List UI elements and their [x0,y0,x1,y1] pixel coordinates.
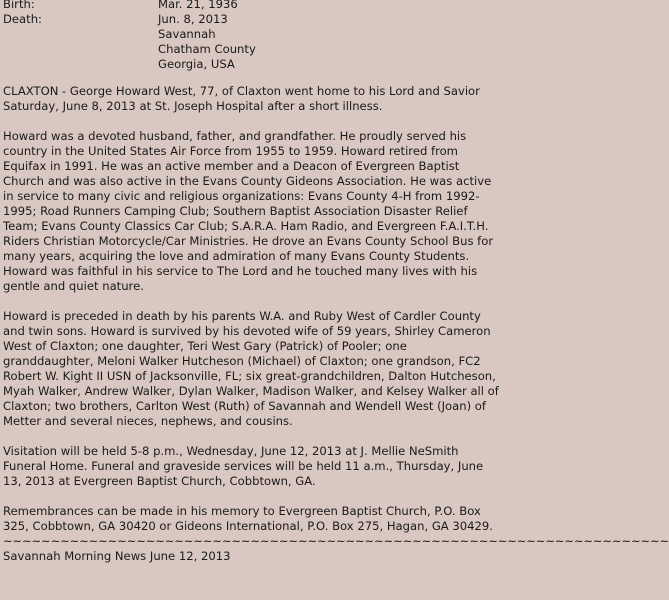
birth-label: Birth: [3,0,35,11]
death-date: Jun. 8, 2013 [158,12,228,26]
obituary-life: Howard was a devoted husband, father, and grandfather. He proudly served his country in the United States Air Force from 1955 to 1959. Howard retired from Equifax in 1991. He was an active member and a Deacon of Evergreen Baptist Church and was also active in the Evans County Gideons Association. He was active in service to many civic and religious organizations: Evans County 4-H from 1992-1995; Road Runners Camping Club; Southern Baptist Association Disaster Relief Team; Evans County Classics Car Club; S.A.R.A. Ham Radio, and Evergreen F.A.I.T.H. Riders Christian Motorcycle/Car Ministries. He drove an Evans County School Bus for many years, acquiring the love and admiration of many Evans County Students. Howard was faithful in his service to The Lord and he touched many lives with his gentle and quiet nature. [3,129,494,293]
place-county: Chatham County [158,42,256,56]
place-state: Georgia, USA [158,57,235,71]
newspaper-source: Savannah Morning News June 12, 2013 [3,549,231,563]
place-city: Savannah [158,27,216,41]
obituary-family: Howard is preceded in death by his parents W.A. and Ruby West of Cardler County and twin sons. Howard is survived by his devoted wife of 59 years, Shirley Cameron West of Claxton; one daughter, Teri West Gary (Patrick) of Pooler; one granddaughter, Meloni Walker Hutcheson (Michael) of Claxton; one grandson, FC2 Robert W. Kight II USN of Jacksonville, FL; six great-grandchildren, Dalton Hutcheson, Myah Walker, Andrew Walker, Dylan Walker, Madison Walker, and Kelsey Walker all of Claxton; two brothers, Carlton West (Ruth) of Savannah and Wendell West (Joan) of Metter and several nieces, nephews, and cousins. [3,309,499,428]
tilde-divider: ~~~~~~~~~~~~~~~~~~~~~~~~~~~~~~~~~~~~~~~~~~~~~~~~~~~~~~~~~~~~~~~~~~~~~~ [3,534,669,548]
obituary-services: Visitation will be held 5-8 p.m., Wednesday, June 12, 2013 at J. Mellie NeSmith Funeral Home. Funeral and graveside services will be held 11 a.m., Thursday, June 13, 2013 at Evergreen Baptist Church, Cobbtown, GA. [3,444,484,488]
obituary-intro: CLAXTON - George Howard West, 77, of Claxton went home to his Lord and Savior Saturday, June 8, 2013 at St. Joseph Hospital after a short illness. [3,84,480,113]
vital-facts [3,0,500,72]
obituary-remembrances: Remembrances can be made in his memory to Evergreen Baptist Church, P.O. Box 325, Cobbtown, GA 30420 or Gideons International, P.O. Box 275, Hagan, GA 30429. [3,504,493,533]
death-label: Death: [3,12,42,26]
birth-date: Mar. 21, 1936 [158,0,238,11]
vital-values [158,0,256,72]
